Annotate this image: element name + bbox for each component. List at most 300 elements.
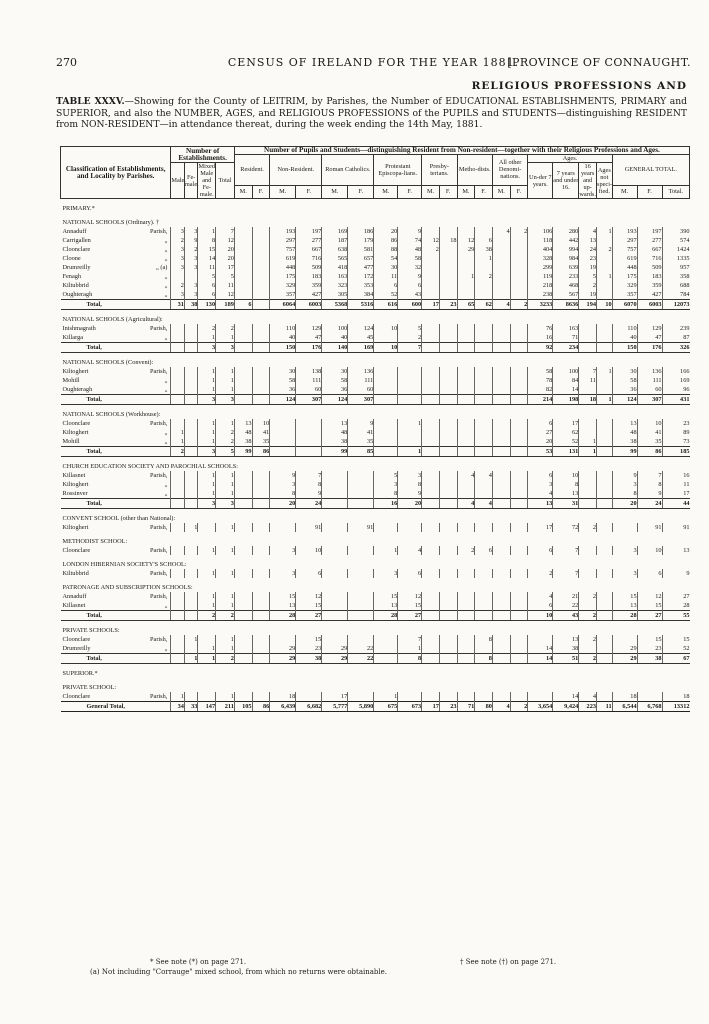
row-label-text: Cloonclare: [62, 547, 91, 554]
section-row: [61, 405, 690, 420]
row-label: [61, 447, 171, 457]
row-label-text: Total,: [86, 301, 102, 308]
row-label: [61, 489, 171, 499]
table-cell: [457, 227, 475, 236]
table-cell: 60: [348, 385, 374, 395]
table-cell: [597, 523, 613, 532]
table-cell: 1: [579, 447, 597, 457]
m-header: M.: [492, 185, 510, 198]
table-cell: [374, 333, 398, 343]
table-cell: 5,890: [348, 702, 374, 712]
table-cell: [374, 419, 398, 428]
table-cell: [184, 611, 198, 621]
table-cell: [252, 644, 270, 654]
table-cell: 442: [553, 236, 579, 245]
table-row: [61, 437, 690, 447]
table-cell: 73: [662, 437, 689, 447]
table-cell: 675: [374, 702, 398, 712]
table-cell: [597, 692, 613, 702]
table-cell: 390: [662, 227, 689, 236]
table-cell: 1: [198, 654, 216, 664]
table-cell: 51: [553, 654, 579, 664]
table-cell: [234, 367, 252, 376]
table-cell: 1: [216, 523, 235, 532]
table-cell: 2: [198, 611, 216, 621]
table-cell: 1: [171, 437, 185, 447]
table-cell: [597, 324, 613, 333]
table-cell: 567: [553, 290, 579, 300]
table-cell: 3: [198, 343, 216, 353]
row-label-text: Kiltoghert: [62, 429, 89, 436]
table-cell: 1: [198, 480, 216, 489]
table-cell: [234, 546, 252, 555]
table-cell: [398, 367, 422, 376]
table-cell: 10: [374, 343, 398, 353]
table-row: [61, 419, 690, 428]
table-cell: [492, 635, 510, 644]
table-cell: 35: [637, 437, 662, 447]
table-cell: [184, 489, 198, 499]
table-cell: [579, 428, 597, 437]
table-cell: 23: [296, 644, 322, 654]
table-cell: [348, 635, 374, 644]
table-cell: 17: [422, 300, 440, 310]
table-cell: [171, 523, 185, 532]
table-cell: [597, 281, 613, 290]
table-cell: [234, 611, 252, 621]
row-label: NATIONAL SCHOOLS (Convent):: [62, 359, 154, 366]
table-cell: 29: [322, 644, 348, 654]
table-cell: [252, 236, 270, 245]
parish-marker: „: [164, 602, 168, 609]
table-cell: [184, 428, 198, 437]
table-row: [61, 635, 690, 644]
table-cell: 41: [252, 428, 270, 437]
table-cell: [475, 489, 493, 499]
table-cell: [422, 692, 440, 702]
table-cell: 10: [637, 546, 662, 555]
table-cell: 14: [528, 644, 553, 654]
row-label: NATIONAL SCHOOLS (Agricultural):: [62, 316, 163, 323]
table-cell: [457, 523, 475, 532]
table-cell: [252, 245, 270, 254]
page-header: [56, 56, 691, 70]
table-cell: 47: [637, 333, 662, 343]
table-cell: [439, 601, 457, 611]
table-cell: 5: [198, 272, 216, 281]
row-label-text: Total,: [86, 448, 102, 455]
row-label: [61, 281, 171, 290]
row-label-text: Cloonclare: [62, 693, 91, 700]
table-cell: 48: [322, 428, 348, 437]
parish-marker: „: [164, 334, 168, 341]
table-cell: [234, 324, 252, 333]
table-cell: 194: [579, 300, 597, 310]
table-cell: 214: [528, 395, 553, 405]
table-cell: 52: [374, 290, 398, 300]
table-cell: [374, 635, 398, 644]
table-cell: [510, 428, 528, 437]
table-cell: 638: [322, 245, 348, 254]
table-cell: 3: [184, 290, 198, 300]
table-cell: [322, 601, 348, 611]
table-cell: [184, 333, 198, 343]
row-label-text: Kiltoghert: [62, 368, 89, 375]
table-cell: 5316: [348, 300, 374, 310]
parish-marker: „: [164, 273, 168, 280]
table-cell: [579, 480, 597, 489]
total-row: [61, 499, 690, 509]
table-cell: 8: [553, 480, 579, 489]
table-cell: 130: [198, 300, 216, 310]
table-cell: [597, 635, 613, 644]
table-cell: 6: [198, 281, 216, 290]
table-cell: 13312: [662, 702, 689, 712]
table-cell: 673: [398, 702, 422, 712]
table-cell: 36: [322, 385, 348, 395]
table-cell: [439, 471, 457, 480]
table-cell: [457, 290, 475, 300]
table-cell: 2: [198, 324, 216, 333]
table-cell: [184, 343, 198, 353]
table-cell: 169: [322, 227, 348, 236]
parish-marker: „: [164, 255, 168, 262]
row-label: [61, 343, 171, 353]
table-cell: [510, 437, 528, 447]
table-cell: 23: [579, 254, 597, 263]
table-cell: [439, 635, 457, 644]
table-cell: [457, 489, 475, 499]
table-cell: 2: [457, 546, 475, 555]
table-cell: [597, 236, 613, 245]
table-cell: 11: [597, 702, 613, 712]
row-label-text: Total,: [86, 344, 102, 351]
table-cell: 23: [439, 300, 457, 310]
row-label-text: Kiltubbrid: [62, 570, 89, 577]
table-cell: [252, 523, 270, 532]
table-cell: 17: [528, 523, 553, 532]
table-cell: [374, 447, 398, 457]
table-cell: [439, 324, 457, 333]
table-cell: [171, 546, 185, 555]
table-cell: [510, 447, 528, 457]
table-cell: 136: [637, 367, 662, 376]
table-cell: 30: [322, 367, 348, 376]
table-cell: 124: [322, 395, 348, 405]
table-cell: [439, 692, 457, 702]
table-cell: 62: [553, 428, 579, 437]
row-label: CHURCH EDUCATION SOCIETY AND PAROCHIAL SCHOOLS:: [62, 463, 238, 470]
table-cell: 33: [184, 702, 198, 712]
table-cell: 100: [322, 324, 348, 333]
table-cell: [252, 635, 270, 644]
table-cell: 7: [579, 367, 597, 376]
table-cell: [198, 692, 216, 702]
table-cell: 22: [348, 644, 374, 654]
table-cell: 20: [612, 499, 637, 509]
table-cell: [184, 644, 198, 654]
table-cell: 6: [528, 546, 553, 555]
table-cell: 6: [296, 569, 322, 578]
table-cell: 2: [216, 654, 235, 664]
row-label: PRIVATE SCHOOL:: [62, 684, 117, 691]
table-cell: 3: [171, 263, 185, 272]
table-cell: 29: [612, 644, 637, 654]
row-label-text: Kiltoghert: [62, 481, 89, 488]
table-cell: [457, 635, 475, 644]
table-cell: [492, 254, 510, 263]
table-cell: 3: [198, 447, 216, 457]
footnote-star: * See note (*) on page 271.: [150, 958, 247, 966]
table-cell: [510, 333, 528, 343]
table-cell: [510, 523, 528, 532]
table-cell: 299: [528, 263, 553, 272]
table-cell: 40: [270, 333, 296, 343]
table-cell: [184, 471, 198, 480]
table-cell: 297: [612, 236, 637, 245]
table-cell: [270, 437, 296, 447]
row-label-text: Drumreilly: [62, 645, 91, 652]
table-cell: [439, 290, 457, 300]
table-cell: [579, 569, 597, 578]
table-cell: 185: [662, 447, 689, 457]
table-cell: 3233: [528, 300, 553, 310]
table-cell: [597, 419, 613, 428]
table-cell: [475, 385, 493, 395]
table-cell: [510, 367, 528, 376]
row-label: [61, 333, 171, 343]
f-header: F.: [475, 185, 493, 198]
table-cell: [422, 290, 440, 300]
table-cell: [510, 635, 528, 644]
table-cell: 8: [475, 654, 493, 664]
table-cell: [296, 419, 322, 428]
table-cell: 27: [637, 611, 662, 621]
table-cell: 91: [662, 523, 689, 532]
table-cell: [439, 644, 457, 654]
table-cell: 6,544: [612, 702, 637, 712]
table-cell: 4: [475, 499, 493, 509]
table-cell: [234, 601, 252, 611]
table-cell: 140: [322, 343, 348, 353]
table-cell: 9: [637, 489, 662, 499]
table-cell: 305: [322, 290, 348, 300]
table-cell: 280: [553, 227, 579, 236]
table-cell: 4: [457, 499, 475, 509]
table-row: [61, 272, 690, 281]
row-label-text: Cloonclare: [62, 420, 91, 427]
table-row: [61, 333, 690, 343]
f-header: F.: [252, 185, 270, 198]
table-cell: [597, 611, 613, 621]
table-cell: 277: [296, 236, 322, 245]
table-cell: 5: [374, 471, 398, 480]
table-cell: [252, 569, 270, 578]
table-cell: [374, 428, 398, 437]
table-cell: 10: [296, 546, 322, 555]
row-label-text: Annaduff: [62, 593, 87, 600]
age-7-16-header: 7 years and under 16.: [553, 163, 579, 199]
row-label-text: Carrigallen: [62, 237, 91, 244]
table-cell: [597, 471, 613, 480]
table-cell: [475, 367, 493, 376]
table-row: [61, 428, 690, 437]
table-cell: 31: [171, 300, 185, 310]
table-cell: [422, 281, 440, 290]
row-label: [61, 499, 171, 509]
table-cell: [492, 437, 510, 447]
table-cell: 9,424: [553, 702, 579, 712]
table-cell: [579, 343, 597, 353]
table-cell: 186: [348, 227, 374, 236]
table-cell: 38: [475, 245, 493, 254]
row-label: [61, 523, 171, 532]
table-cell: 1: [216, 419, 235, 428]
table-cell: 124: [270, 395, 296, 405]
table-cell: [510, 692, 528, 702]
table-cell: 6: [528, 419, 553, 428]
row-label: [61, 300, 171, 310]
table-cell: 198: [553, 395, 579, 405]
table-cell: 6: [398, 569, 422, 578]
table-cell: 1: [184, 523, 198, 532]
table-cell: 757: [270, 245, 296, 254]
table-cell: [492, 692, 510, 702]
table-cell: 110: [612, 324, 637, 333]
table-cell: [374, 385, 398, 395]
parish-marker: Parish,: [150, 693, 168, 700]
table-cell: [439, 592, 457, 601]
table-cell: [597, 489, 613, 499]
table-cell: 431: [662, 395, 689, 405]
table-cell: [475, 592, 493, 601]
table-cell: [171, 601, 185, 611]
table-cell: 1: [198, 489, 216, 499]
table-cell: 12: [457, 236, 475, 245]
table-cell: 12: [296, 592, 322, 601]
caption-text: —Showing for the County of LEITRIM, by Parishes, the Number of EDUCATIONAL ESTABLISHMENTS, PRIMARY and SUPERIOR, and also the NUMBER, AGES, and RELIGIOUS PROFESSIONS of the PUPILS and STUDENTS—distinguishing RESIDENT from NON-RESIDENT—in attendance thereat, during the week ending the 14th May, 1881.: [56, 96, 687, 130]
table-cell: 43: [553, 611, 579, 621]
table-cell: 2: [171, 281, 185, 290]
table-cell: [184, 499, 198, 509]
table-cell: 38: [184, 300, 198, 310]
table-cell: 2: [510, 300, 528, 310]
table-cell: [510, 471, 528, 480]
table-cell: [422, 654, 440, 664]
table-cell: [597, 546, 613, 555]
table-cell: [597, 569, 613, 578]
table-cell: [457, 254, 475, 263]
table-cell: [322, 489, 348, 499]
table-cell: [475, 447, 493, 457]
row-label: [61, 254, 171, 263]
table-cell: 163: [322, 272, 348, 281]
table-cell: 509: [637, 263, 662, 272]
table-cell: [492, 324, 510, 333]
table-cell: 12: [216, 236, 235, 245]
table-cell: 74: [398, 236, 422, 245]
table-cell: [171, 644, 185, 654]
table-cell: [348, 601, 374, 611]
table-cell: 35: [252, 437, 270, 447]
row-label: [61, 227, 171, 236]
table-cell: 234: [553, 343, 579, 353]
table-cell: 307: [348, 395, 374, 405]
parish-marker: „: [164, 481, 168, 488]
table-cell: [374, 654, 398, 664]
table-cell: [252, 290, 270, 300]
education-table: [60, 146, 690, 712]
table-cell: [439, 428, 457, 437]
table-cell: 6: [398, 281, 422, 290]
table-cell: 31: [553, 499, 579, 509]
m-header: M.: [234, 185, 252, 198]
parish-marker: Parish,: [150, 228, 168, 235]
table-cell: [510, 546, 528, 555]
table-cell: 6: [637, 569, 662, 578]
table-cell: 13: [612, 419, 637, 428]
table-cell: [457, 480, 475, 489]
other-denominations-header: All other Denomi-nations.: [492, 155, 527, 186]
table-cell: 2: [171, 236, 185, 245]
resident-header: Resident.: [234, 155, 269, 186]
table-cell: 2: [510, 227, 528, 236]
table-cell: 3: [171, 290, 185, 300]
row-label-text: Total,: [86, 612, 102, 619]
table-cell: [457, 343, 475, 353]
table-cell: 150: [612, 343, 637, 353]
row-label: PRIMARY.*: [62, 205, 95, 212]
table-cell: 179: [348, 236, 374, 245]
table-cell: [457, 437, 475, 447]
table-cell: [510, 290, 528, 300]
table-cell: [457, 333, 475, 343]
table-cell: 71: [457, 702, 475, 712]
row-label-text: Total,: [86, 655, 102, 662]
table-row: [61, 569, 690, 578]
table-row: [61, 523, 690, 532]
table-cell: [579, 489, 597, 499]
table-cell: 297: [270, 236, 296, 245]
table-cell: [439, 385, 457, 395]
table-cell: 307: [296, 395, 322, 405]
table-cell: 3: [184, 263, 198, 272]
row-label: [61, 471, 171, 480]
non-resident-header: Non-Resident.: [270, 155, 322, 186]
table-cell: [422, 333, 440, 343]
table-cell: [597, 644, 613, 654]
table-cell: 5,777: [322, 702, 348, 712]
table-cell: 1: [198, 419, 216, 428]
table-cell: [422, 263, 440, 272]
row-label: [61, 569, 171, 578]
table-cell: [439, 447, 457, 457]
table-cell: [439, 395, 457, 405]
table-cell: 1: [216, 635, 235, 644]
f-header: F.: [510, 185, 528, 198]
table-cell: [492, 385, 510, 395]
row-label: [61, 644, 171, 654]
table-cell: [422, 569, 440, 578]
rc-header: Roman Catholics.: [322, 155, 374, 186]
table-cell: [252, 343, 270, 353]
table-cell: 166: [662, 367, 689, 376]
table-cell: 36: [270, 385, 296, 395]
table-cell: 29: [270, 644, 296, 654]
row-label-text: Total,: [86, 396, 102, 403]
table-cell: 7: [216, 227, 235, 236]
table-cell: [171, 499, 185, 509]
